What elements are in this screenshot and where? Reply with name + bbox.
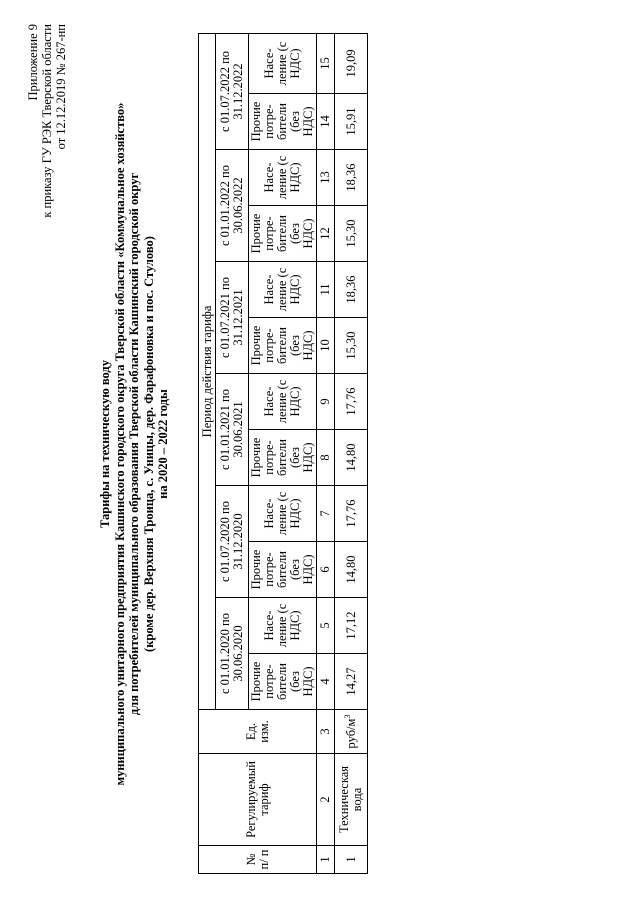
title-line: муниципального унитарного предприятия Кашинского городского округа Тверской области «Коммунальное хозяйство»: [112, 102, 127, 786]
tariff-value: 17,76: [335, 486, 368, 542]
column-number: 10: [317, 318, 335, 374]
header-number: № п/ п: [199, 846, 317, 874]
tariff-value: 19,09: [335, 33, 368, 93]
tariff-value: 18,36: [335, 262, 368, 318]
column-number-row: [317, 33, 335, 873]
title-line: (кроме дер. Верхняя Троица, с. Уницы, дер. Фарафоновка и пос. Стулово): [141, 236, 156, 652]
row-tariff-name: Техническая вода: [335, 754, 368, 846]
header-tariff: Регулируемый тариф: [199, 754, 317, 846]
other-consumers-header: Прочие потре- бители (без НДС): [249, 654, 317, 710]
column-number: 3: [317, 710, 335, 754]
tariff-value: 14,80: [335, 430, 368, 486]
column-number: 15: [317, 33, 335, 93]
appendix-line: Приложение 9: [26, 24, 40, 101]
population-header: Насе- ление (с НДС): [249, 150, 317, 206]
tariff-value: 15,91: [335, 94, 368, 150]
column-number: 5: [317, 598, 335, 654]
column-number: 9: [317, 374, 335, 430]
column-number: 1: [317, 846, 335, 874]
column-number: 14: [317, 94, 335, 150]
column-number: 11: [317, 262, 335, 318]
title-line: на 2020 – 2022 годы: [156, 389, 170, 499]
population-header: Насе- ление (с НДС): [249, 598, 317, 654]
period-cell: с 01.01.2020 по 30.06.2020: [216, 598, 249, 710]
population-header: Насе- ление (с НДС): [249, 486, 317, 542]
header-period: Период действия тарифа: [199, 33, 216, 709]
population-header: Насе- ление (с НДС): [249, 374, 317, 430]
column-number: 8: [317, 430, 335, 486]
column-number: 12: [317, 206, 335, 262]
population-header: Насе- ление (с НДС): [249, 33, 317, 93]
column-number: 6: [317, 542, 335, 598]
period-cell: с 01.07.2022 по 31.12.2022: [216, 33, 249, 149]
unit-text: руб/м: [343, 718, 358, 749]
period-cell: с 01.01.2021 по 30.06.2021: [216, 374, 249, 486]
other-consumers-header: Прочие потре- бители (без НДС): [249, 94, 317, 150]
column-number: 4: [317, 654, 335, 710]
tariff-value: 17,12: [335, 598, 368, 654]
other-consumers-header: Прочие потре- бители (без НДС): [249, 430, 317, 486]
column-number: 13: [317, 150, 335, 206]
header-unit: Ед. изм.: [199, 710, 317, 754]
population-header: Насе- ление (с НДС): [249, 262, 317, 318]
column-number: 7: [317, 486, 335, 542]
other-consumers-header: Прочие потре- бители (без НДС): [249, 206, 317, 262]
tariff-table: [198, 33, 368, 874]
unit-superscript: 3: [342, 714, 352, 719]
appendix-line: от 12.12.2019 № 267-нп: [54, 24, 68, 150]
title-line: для потребителей муниципального образования Тверской области Кашинский городской округ: [127, 172, 141, 716]
tariff-value: 18,36: [335, 150, 368, 206]
period-cell: с 01.01.2022 по 30.06.2022: [216, 150, 249, 262]
tariff-value: 17,76: [335, 374, 368, 430]
tariff-value: 14,27: [335, 654, 368, 710]
period-cell: с 01.07.2020 по 31.12.2020: [216, 486, 249, 598]
appendix-header: [26, 24, 68, 264]
row-unit: [335, 710, 368, 754]
tariff-value: 15,30: [335, 318, 368, 374]
column-number: 2: [317, 754, 335, 846]
appendix-line: к приказу ГУ РЭК Тверской области: [40, 24, 54, 218]
other-consumers-header: Прочие потре- бители (без НДС): [249, 542, 317, 598]
document-title: [98, 44, 171, 844]
title-line: Тарифы на техническую воду: [98, 360, 112, 529]
row-number: 1: [335, 846, 368, 874]
other-consumers-header: Прочие потре- бители (без НДС): [249, 318, 317, 374]
tariff-value: 15,30: [335, 206, 368, 262]
table-row: [335, 33, 368, 873]
period-cell: с 01.07.2021 по 31.12.2021: [216, 262, 249, 374]
tariff-value: 14,80: [335, 542, 368, 598]
